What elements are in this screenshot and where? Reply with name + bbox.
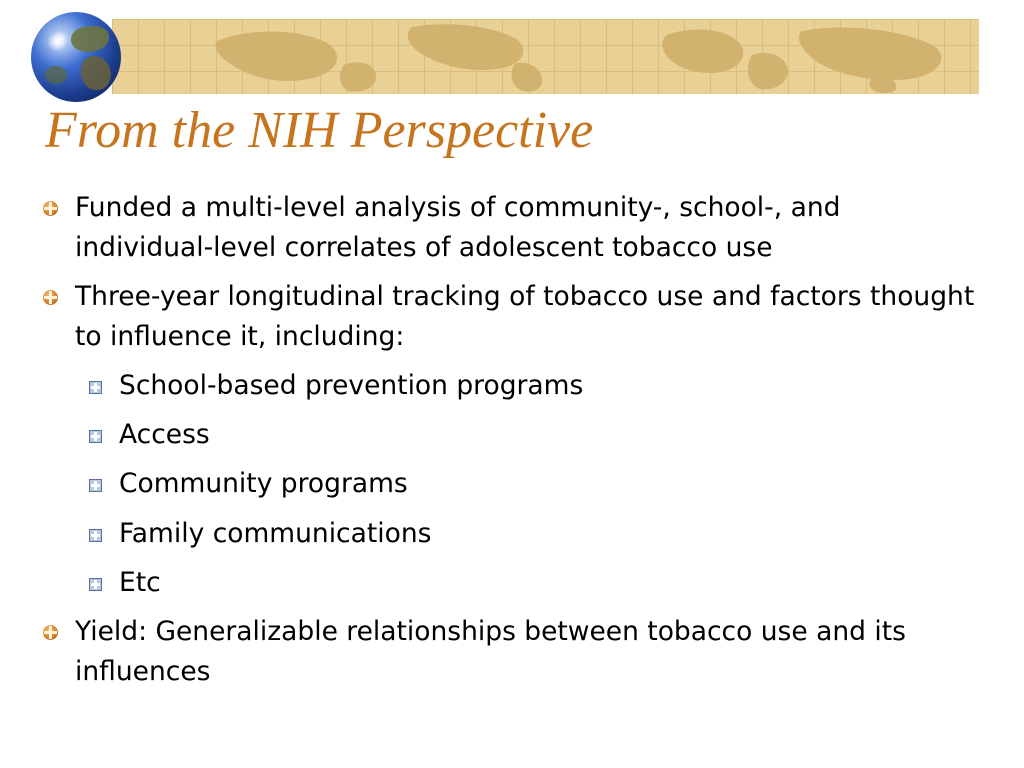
bullet-item (75, 188, 985, 268)
sub-bullet-item (119, 464, 979, 504)
compass-bullet-icon (43, 625, 58, 640)
sub-bullet-text: Etc (119, 567, 161, 598)
compass-bullet-icon (43, 201, 58, 216)
square-bullet-icon (89, 430, 102, 443)
sub-bullet-text: Community programs (119, 468, 408, 499)
bullet-text: Yield: Generalizable relationships between tobacco use and its influences (75, 616, 906, 687)
bullet-text: Funded a multi-level analysis of community-, school-, and individual-level correlates of adolescent tobacco use (75, 192, 841, 263)
sub-bullet-text: Family communications (119, 518, 432, 549)
sub-bullet-text: School-based prevention programs (119, 370, 584, 401)
bullet-text: Three-year longitudinal tracking of tobacco use and factors thought to influence it, including: (75, 281, 975, 352)
sub-bullet-item (119, 415, 979, 455)
square-bullet-icon (89, 381, 102, 394)
compass-bullet-icon (43, 290, 58, 305)
square-bullet-icon (89, 578, 102, 591)
sub-bullet-text: Access (119, 419, 210, 450)
sub-bullet-item (119, 563, 979, 603)
bullet-item (75, 277, 985, 357)
sub-bullet-item (119, 514, 979, 554)
slide-title: From the NIH Perspective (45, 102, 594, 159)
bullet-item (75, 612, 985, 692)
sub-bullet-item (119, 366, 979, 406)
square-bullet-icon (89, 529, 102, 542)
square-bullet-icon (89, 479, 102, 492)
